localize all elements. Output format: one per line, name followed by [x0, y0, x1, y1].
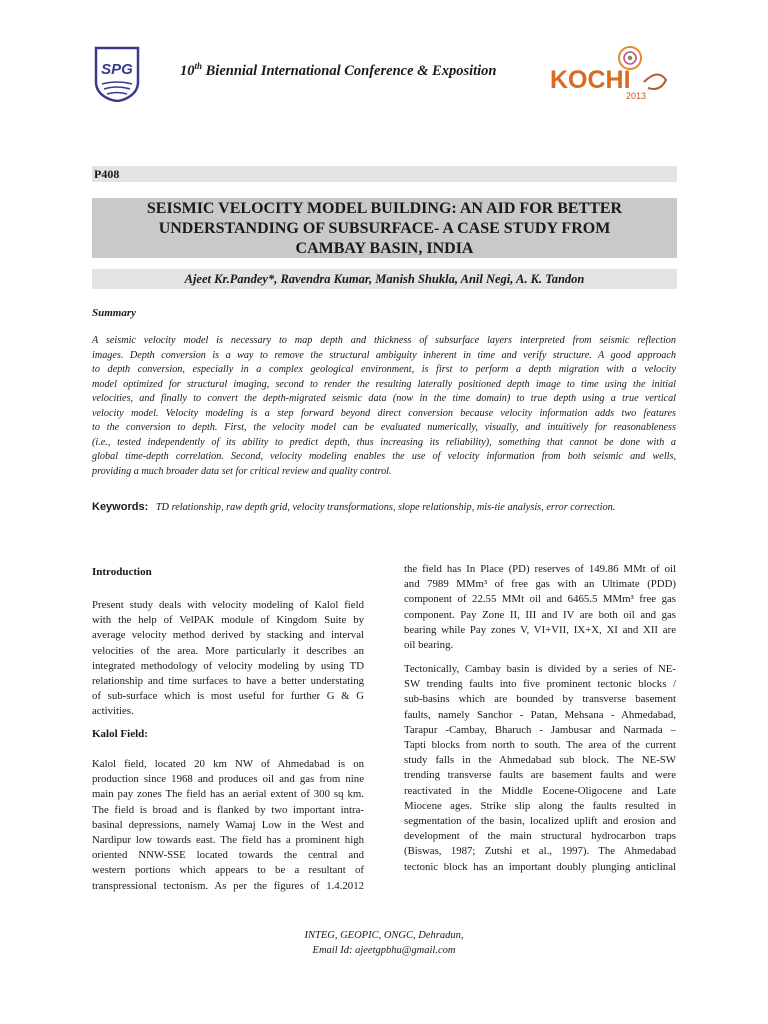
keywords	[92, 501, 615, 513]
kalol-line: transpressional tectonism. As per the figures of 1.4.2012	[92, 879, 364, 892]
kalol-line: main pay zones The field has an aerial extent of 300 sq km.	[92, 788, 364, 801]
summary-heading: Summary	[92, 307, 137, 319]
summary-line: to depth conversion, especially in a complex geological environment, is first to perform a depth migration with a velocity	[92, 364, 676, 375]
summary-line: velocity model. Velocity modeling is a step forward beyond direct conversion because velocity information adds two features	[92, 407, 676, 419]
kalol-line: basinal depressions, namely Wamaj Low in the West and	[92, 818, 364, 831]
para2-line: development of the main structural hydrocarbon traps	[404, 830, 676, 843]
para1-line: oil bearing.	[404, 639, 454, 652]
kalol-field-body	[92, 757, 364, 894]
introduction-line: of sub-surface which is most useful for further G & G	[92, 690, 364, 703]
footer-affiliation: INTEG, GEOPIC, ONGC, Dehradun,	[304, 930, 464, 941]
kalol-line: Kalol field, located 20 km NW of Ahmedabad is on	[92, 758, 364, 770]
para1-line: and 7989 MMm³ of free gas with an Ultimate (PDD)	[404, 578, 676, 591]
conference-title	[180, 61, 497, 80]
introduction-line: relationship and time surfaces to have a better understating	[92, 675, 364, 688]
summary-line: (i.e., tested independently of its ability to predict depth, thus increasing its reliability), something that cannot be done with a	[92, 436, 676, 448]
title-line: CAMBAY BASIN, INDIA	[295, 240, 474, 257]
para1-line: component. Pay Zone II, III and IV are both oil and gas	[404, 608, 676, 621]
right-column-para2	[404, 662, 676, 875]
para2-line: Miocene ages. Strike slip along the faults resulted in	[404, 799, 676, 812]
introduction-line: activities.	[92, 705, 134, 718]
para2-line: study falls in the Ahmedabad sub block. The NE-SW	[404, 754, 676, 767]
keywords-text: TD relationship, raw depth grid, velocity transformations, slope relationship, mis-tie analysis, error correction.	[155, 502, 616, 513]
para2-line: Tectonically, Cambay basin is divided by a series of NE-	[404, 663, 676, 675]
paper-id: P408	[92, 166, 677, 182]
kalol-line: western portions which appears to be a resultant of	[92, 864, 364, 877]
introduction-line: velocities of the area. More particularly it describes an	[92, 644, 364, 657]
para2-line: segmentation of the basin, localized uplift and erosion and	[404, 815, 676, 828]
para1-line: the field has In Place (PD) reserves of 149.86 MMt of oil	[404, 563, 676, 575]
keywords-label: Keywords:	[92, 501, 149, 513]
para2-line: sub-basins which are bounded by transverse basement	[404, 693, 676, 706]
title-line: UNDERSTANDING OF SUBSURFACE- A CASE STUDY FROM	[158, 220, 611, 237]
kochi-logo-text: KOCHI	[550, 66, 631, 94]
footer	[0, 928, 768, 958]
summary-line: model optimized for structural imaging, second to render the resulting laterally positioned depth image to time using the initial	[92, 378, 676, 390]
summary-line: velocities, and finally to convert the depth-migrated seismic data (now in the time domain) to true depth using a true vertical	[92, 393, 676, 404]
summary-line: A seismic velocity model is necessary to map depth and thickness of subsurface layers interpreted from seismic reflection	[92, 335, 676, 346]
introduction-line: Present study deals with velocity modeling of Kalol field	[92, 599, 364, 611]
kalol-line: Nardipur low towards east. The field has a prominent high	[92, 834, 364, 847]
para2-line: Tapti blocks from north to south. The area of the current	[404, 739, 676, 752]
para2-line: trending transverse faults are basement faults and were	[404, 769, 676, 782]
summary-line: to the conversion to depth. First, the velocity model can be evaluated numerically, visually, and intuitively for reasonableness	[92, 422, 676, 433]
para1-line: component of 22.55 MMt oil and 6465.5 MMm³ free gas	[404, 593, 676, 606]
introduction-body	[92, 598, 364, 720]
kochi-logo	[548, 42, 676, 104]
para2-line: (Biswas, 1987; Zutshi et al., 1997). The Ahmedabad	[404, 845, 676, 858]
conf-number: 10	[180, 62, 195, 79]
para2-line: SW trending faults into five prominent tectonic blocks /	[404, 678, 676, 691]
summary-line: providing a much broader data set for critical review and quality control.	[92, 465, 392, 477]
summary-body	[92, 334, 676, 479]
kochi-logo-year: 2013	[626, 91, 647, 101]
authors: Ajeet Kr.Pandey*, Ravendra Kumar, Manish Shukla, Anil Negi, A. K. Tandon	[92, 269, 677, 289]
conf-rest: Biennial International Conference & Exposition	[202, 62, 497, 79]
spg-logo	[92, 44, 142, 102]
para2-line: Tarapur -Cambay, Bharuch - Jambusar and Narmada –	[404, 723, 676, 736]
kalol-line: oriented NNW-SSE located towards the central and	[92, 849, 364, 862]
para2-line: tectonic block has an important doubly plunging anticlinal	[404, 860, 676, 873]
summary-line: images. Depth conversion is a way to remove the structural ambiguity inherent in time and verify structure. A good approach	[92, 349, 676, 361]
paper-title	[92, 198, 677, 258]
footer-email: Email Id: ajeetgpbhu@gmail.com	[312, 945, 456, 956]
summary-line: global time-depth correlation. Second, velocity modeling enables the use of velocity information from both seismic and wells,	[92, 451, 676, 462]
spg-logo-text: SPG	[101, 61, 133, 78]
right-column-para1	[404, 562, 676, 653]
introduction-heading: Introduction	[92, 566, 152, 578]
introduction-line: average velocity method derived by stacking and interval	[92, 629, 364, 642]
para1-line: bearing while Pay zones V, VI+VII, IX+X, XI and XII are	[404, 623, 676, 636]
kalol-line: The field is broad and is flanked by two important intra-	[92, 803, 364, 816]
para2-line: reactivated in the Middle Eocene-Oligocene and Late	[404, 784, 676, 797]
kalol-field-heading: Kalol Field:	[92, 728, 148, 740]
introduction-line: with the help of VelPAK module of Kingdom Suite by	[92, 614, 364, 627]
kalol-line: production since 1968 and produces oil and gas from nine	[92, 773, 364, 786]
title-line: SEISMIC VELOCITY MODEL BUILDING: AN AID FOR BETTER	[146, 200, 623, 217]
introduction-line: integrated methodology of velocity modeling by using TD	[92, 659, 364, 672]
conf-superscript: th	[194, 61, 203, 71]
para2-line: faults, namely Sanchor - Patan, Mehsana - Ahmedabad,	[404, 708, 676, 721]
